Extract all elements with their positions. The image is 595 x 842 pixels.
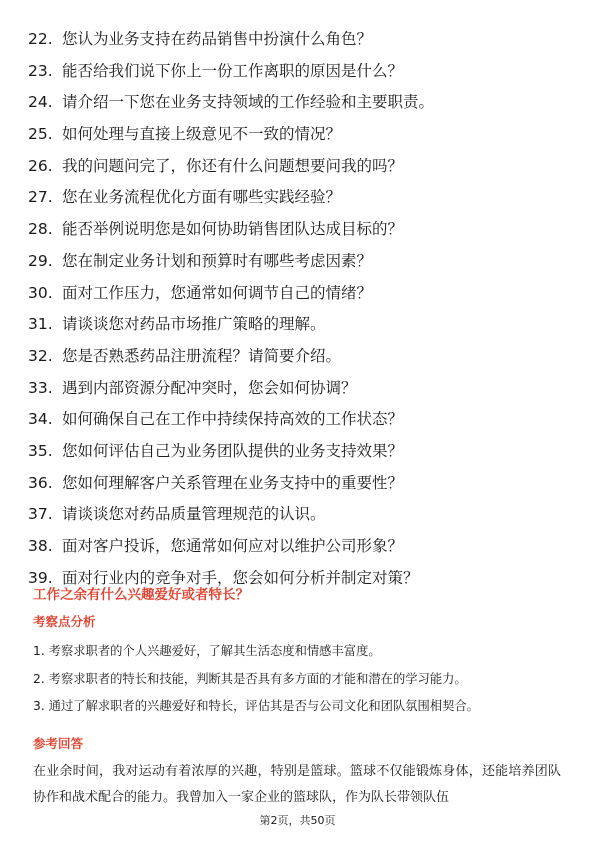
- question-item: [28, 404, 568, 436]
- page-footer: 第2页，共50页: [259, 814, 336, 827]
- question-item: [28, 468, 568, 500]
- analysis-item: 1. 考察求职者的个人兴趣爱好，了解其生活态度和情感丰富度。: [33, 644, 381, 658]
- question-item: [28, 309, 568, 341]
- question-item: [28, 24, 568, 56]
- question-number: 39.: [28, 568, 53, 587]
- question-text: 面对客户投诉，您通常如何应对以维护公司形象？: [62, 537, 404, 555]
- question-text: 请介绍一下您在业务支持领域的工作经验和主要职责。: [62, 93, 435, 112]
- question-text: 您是否熟悉药品注册流程？请简要介绍。: [62, 346, 342, 365]
- question-text: 请谈谈您对药品市场推广策略的理解。: [62, 315, 326, 334]
- question-item: [28, 151, 568, 183]
- question-number: 27.: [28, 188, 53, 207]
- question-text: 您如何评估自己为业务团队提供的业务支持效果？: [62, 441, 404, 460]
- question-list: [28, 24, 568, 594]
- question-number: 33.: [28, 378, 53, 397]
- question-number: 36.: [28, 473, 53, 492]
- question-item: [28, 531, 568, 563]
- question-text: 请谈谈您对药品质量管理规范的认识。: [62, 505, 326, 524]
- question-text: 如何确保自己在工作中持续保持高效的工作状态？: [62, 410, 404, 429]
- question-text: 能否给我们说下你上一份工作离职的原因是什么？: [62, 61, 404, 80]
- question-item: [28, 182, 568, 214]
- question-text: 您认为业务支持在药品销售中扮演什么角色？: [62, 30, 373, 48]
- question-number: 22.: [28, 30, 53, 48]
- question-number: 31.: [28, 315, 53, 334]
- analysis-item: 2. 考察求职者的特长和技能，判断其是否具有多方面的才能和潜在的学习能力。: [33, 671, 467, 686]
- question-text: 面对工作压力，您通常如何调节自己的情绪？: [62, 283, 373, 302]
- question-number: 24.: [28, 93, 53, 112]
- question-number: 26.: [28, 156, 53, 175]
- question-text: 能否举例说明您是如何协助销售团队达成目标的？: [62, 220, 404, 239]
- question-text: 面对行业内的竞争对手，您会如何分析并制定对策？: [62, 568, 419, 587]
- question-item: [28, 436, 568, 468]
- question-item: [28, 119, 568, 151]
- section-title: 工作之余有什么兴趣爱好或者特长？: [33, 587, 249, 603]
- question-number: 28.: [28, 220, 53, 239]
- question-item: [28, 87, 568, 119]
- answer-heading: 参考回答: [33, 736, 84, 751]
- question-number: 29.: [28, 251, 53, 270]
- question-item: [28, 278, 568, 310]
- question-item: [28, 56, 568, 88]
- analysis-heading: 考察点分析: [33, 614, 96, 629]
- question-text: 遇到内部资源分配冲突时，您会如何协调？: [62, 378, 357, 397]
- question-item: [28, 499, 568, 531]
- question-text: 我的问题问完了，你还有什么问题想要问我的吗？: [62, 156, 404, 175]
- question-number: 30.: [28, 283, 53, 302]
- analysis-item: 3. 通过了解求职者的兴趣爱好和特长，评估其是否与公司文化和团队氛围相契合。: [33, 699, 480, 713]
- question-item: [28, 341, 568, 373]
- question-number: 34.: [28, 410, 53, 429]
- question-number: 35.: [28, 441, 53, 460]
- question-item: [28, 373, 568, 405]
- question-text: 您在制定业务计划和预算时有哪些考虑因素？: [62, 251, 373, 270]
- question-text: 如何处理与直接上级意见不一致的情况？: [62, 125, 342, 144]
- question-item: [28, 214, 568, 246]
- question-number: 37.: [28, 505, 53, 524]
- question-item: [28, 246, 568, 278]
- question-number: 23.: [28, 61, 53, 80]
- question-number: 25.: [28, 125, 53, 144]
- question-text: 您如何理解客户关系管理在业务支持中的重要性？: [62, 473, 404, 492]
- answer-paragraph: 在业余时间，我对运动有着浓厚的兴趣，特别是篮球。篮球不仅能锻炼身体，还能培养团队协作和战术配合的能力。我曾加入一家企业的篮球队，作为队长带领队伍: [33, 764, 561, 805]
- question-text: 您在业务流程优化方面有哪些实践经验？: [62, 188, 342, 207]
- question-number: 32.: [28, 346, 53, 365]
- question-number: 38.: [28, 537, 53, 555]
- analysis-list: [33, 638, 568, 721]
